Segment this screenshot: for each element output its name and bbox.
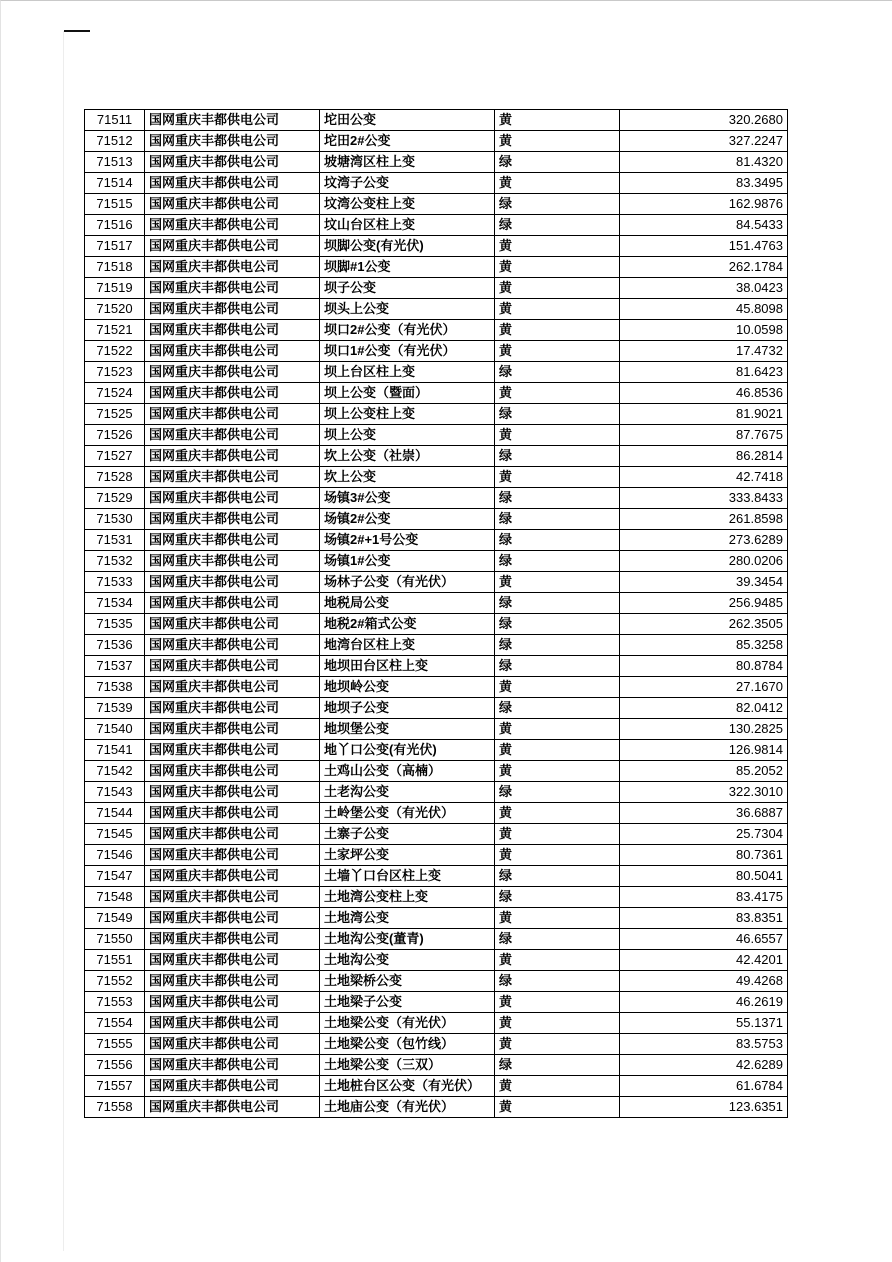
cell-name: 土墙丫口台区柱上变	[320, 866, 495, 887]
cell-value: 123.6351	[620, 1097, 788, 1118]
table-row	[85, 719, 788, 740]
cell-name: 坝脚#1公变	[320, 257, 495, 278]
cell-id: 71540	[85, 719, 145, 740]
cell-name: 土地梁公变（包竹线）	[320, 1034, 495, 1055]
cell-id: 71553	[85, 992, 145, 1013]
cell-id: 71523	[85, 362, 145, 383]
cell-name: 土地梁子公变	[320, 992, 495, 1013]
cell-value: 10.0598	[620, 320, 788, 341]
cell-id: 71552	[85, 971, 145, 992]
cell-name: 土老沟公变	[320, 782, 495, 803]
cell-color: 黄	[495, 278, 620, 299]
cell-name: 坝头上公变	[320, 299, 495, 320]
table-row	[85, 173, 788, 194]
cell-color: 黄	[495, 467, 620, 488]
cell-value: 256.9485	[620, 593, 788, 614]
cell-value: 86.2814	[620, 446, 788, 467]
cell-value: 162.9876	[620, 194, 788, 215]
table-row	[85, 152, 788, 173]
cell-company: 国网重庆丰都供电公司	[145, 488, 320, 509]
cell-id: 71517	[85, 236, 145, 257]
cell-name: 坝上台区柱上变	[320, 362, 495, 383]
table-row	[85, 551, 788, 572]
cell-color: 绿	[495, 593, 620, 614]
cell-id: 71530	[85, 509, 145, 530]
cell-company: 国网重庆丰都供电公司	[145, 341, 320, 362]
cell-id: 71513	[85, 152, 145, 173]
cell-id: 71547	[85, 866, 145, 887]
cell-name: 场镇3#公变	[320, 488, 495, 509]
cell-company: 国网重庆丰都供电公司	[145, 824, 320, 845]
cell-color: 绿	[495, 215, 620, 236]
cell-color: 绿	[495, 446, 620, 467]
cell-color: 绿	[495, 1055, 620, 1076]
cell-name: 坎上公变	[320, 467, 495, 488]
cell-company: 国网重庆丰都供电公司	[145, 803, 320, 824]
cell-value: 130.2825	[620, 719, 788, 740]
cell-id: 71520	[85, 299, 145, 320]
cell-name: 坨田2#公变	[320, 131, 495, 152]
cell-id: 71531	[85, 530, 145, 551]
table-row	[85, 299, 788, 320]
cell-name: 土鸡山公变（高楠）	[320, 761, 495, 782]
cell-id: 71542	[85, 761, 145, 782]
cell-name: 坝口2#公变（有光伏）	[320, 320, 495, 341]
cell-color: 黄	[495, 425, 620, 446]
cell-company: 国网重庆丰都供电公司	[145, 1055, 320, 1076]
cell-color: 黄	[495, 383, 620, 404]
cell-color: 绿	[495, 866, 620, 887]
cell-value: 85.2052	[620, 761, 788, 782]
cell-name: 地坝岭公变	[320, 677, 495, 698]
table-row	[85, 509, 788, 530]
cell-company: 国网重庆丰都供电公司	[145, 1076, 320, 1097]
cell-color: 黄	[495, 950, 620, 971]
table-row	[85, 992, 788, 1013]
cell-value: 17.4732	[620, 341, 788, 362]
cell-value: 46.8536	[620, 383, 788, 404]
cell-value: 46.2619	[620, 992, 788, 1013]
cell-color: 绿	[495, 152, 620, 173]
cell-id: 71544	[85, 803, 145, 824]
cell-company: 国网重庆丰都供电公司	[145, 110, 320, 131]
cell-name: 土寨子公变	[320, 824, 495, 845]
cell-company: 国网重庆丰都供电公司	[145, 551, 320, 572]
cell-company: 国网重庆丰都供电公司	[145, 152, 320, 173]
cell-company: 国网重庆丰都供电公司	[145, 1097, 320, 1118]
cell-company: 国网重庆丰都供电公司	[145, 635, 320, 656]
cell-name: 坡塘湾区柱上变	[320, 152, 495, 173]
cell-name: 土地桩台区公变（有光伏）	[320, 1076, 495, 1097]
cell-value: 27.1670	[620, 677, 788, 698]
cell-name: 地税2#箱式公变	[320, 614, 495, 635]
cell-id: 71522	[85, 341, 145, 362]
cell-color: 黄	[495, 992, 620, 1013]
table-row	[85, 677, 788, 698]
cell-value: 36.6887	[620, 803, 788, 824]
cell-id: 71550	[85, 929, 145, 950]
transformer-table	[84, 109, 788, 1118]
cell-color: 黄	[495, 110, 620, 131]
cell-id: 71525	[85, 404, 145, 425]
cell-name: 地湾台区柱上变	[320, 635, 495, 656]
cell-color: 黄	[495, 1034, 620, 1055]
cell-name: 地坝堡公变	[320, 719, 495, 740]
cell-color: 黄	[495, 257, 620, 278]
table-row	[85, 278, 788, 299]
cell-value: 333.8433	[620, 488, 788, 509]
cell-company: 国网重庆丰都供电公司	[145, 131, 320, 152]
cell-company: 国网重庆丰都供电公司	[145, 215, 320, 236]
cell-id: 71516	[85, 215, 145, 236]
cell-name: 坟湾公变柱上变	[320, 194, 495, 215]
cell-id: 71534	[85, 593, 145, 614]
cell-company: 国网重庆丰都供电公司	[145, 299, 320, 320]
cell-color: 绿	[495, 362, 620, 383]
cell-value: 55.1371	[620, 1013, 788, 1034]
cell-value: 273.6289	[620, 530, 788, 551]
cell-name: 地坝子公变	[320, 698, 495, 719]
cell-name: 土地沟公变	[320, 950, 495, 971]
table-row	[85, 572, 788, 593]
page-break-dash	[64, 30, 90, 32]
cell-name: 场镇2#公变	[320, 509, 495, 530]
table-row	[85, 467, 788, 488]
cell-value: 42.4201	[620, 950, 788, 971]
table-row	[85, 341, 788, 362]
cell-company: 国网重庆丰都供电公司	[145, 992, 320, 1013]
cell-value: 84.5433	[620, 215, 788, 236]
cell-id: 71535	[85, 614, 145, 635]
cell-company: 国网重庆丰都供电公司	[145, 509, 320, 530]
cell-value: 261.8598	[620, 509, 788, 530]
cell-id: 71532	[85, 551, 145, 572]
cell-name: 坝口1#公变（有光伏）	[320, 341, 495, 362]
cell-name: 坝上公变（暨面）	[320, 383, 495, 404]
cell-name: 土岭堡公变（有光伏）	[320, 803, 495, 824]
print-margin-guide	[63, 31, 64, 1251]
table-row	[85, 110, 788, 131]
cell-id: 71557	[85, 1076, 145, 1097]
table-row	[85, 824, 788, 845]
cell-color: 绿	[495, 929, 620, 950]
cell-color: 黄	[495, 1013, 620, 1034]
cell-color: 绿	[495, 656, 620, 677]
cell-name: 地丫口公变(有光伏)	[320, 740, 495, 761]
cell-name: 场林子公变（有光伏）	[320, 572, 495, 593]
table-row	[85, 1034, 788, 1055]
table-row	[85, 446, 788, 467]
cell-company: 国网重庆丰都供电公司	[145, 362, 320, 383]
cell-value: 25.7304	[620, 824, 788, 845]
cell-value: 322.3010	[620, 782, 788, 803]
cell-color: 黄	[495, 719, 620, 740]
cell-company: 国网重庆丰都供电公司	[145, 887, 320, 908]
cell-company: 国网重庆丰都供电公司	[145, 467, 320, 488]
table-row	[85, 593, 788, 614]
cell-company: 国网重庆丰都供电公司	[145, 278, 320, 299]
cell-color: 绿	[495, 530, 620, 551]
cell-id: 71519	[85, 278, 145, 299]
cell-company: 国网重庆丰都供电公司	[145, 908, 320, 929]
table-row	[85, 1013, 788, 1034]
cell-company: 国网重庆丰都供电公司	[145, 446, 320, 467]
cell-id: 71548	[85, 887, 145, 908]
table-row	[85, 257, 788, 278]
cell-id: 71526	[85, 425, 145, 446]
cell-value: 80.5041	[620, 866, 788, 887]
cell-company: 国网重庆丰都供电公司	[145, 383, 320, 404]
cell-id: 71511	[85, 110, 145, 131]
cell-id: 71524	[85, 383, 145, 404]
cell-color: 绿	[495, 971, 620, 992]
cell-value: 81.4320	[620, 152, 788, 173]
table-row	[85, 740, 788, 761]
table-row	[85, 698, 788, 719]
cell-color: 黄	[495, 845, 620, 866]
cell-value: 87.7675	[620, 425, 788, 446]
cell-color: 黄	[495, 824, 620, 845]
cell-color: 黄	[495, 1076, 620, 1097]
cell-id: 71529	[85, 488, 145, 509]
cell-id: 71512	[85, 131, 145, 152]
cell-name: 土家坪公变	[320, 845, 495, 866]
cell-color: 绿	[495, 488, 620, 509]
table-row	[85, 404, 788, 425]
cell-company: 国网重庆丰都供电公司	[145, 677, 320, 698]
cell-name: 坝上公变	[320, 425, 495, 446]
cell-name: 土地梁公变（三双）	[320, 1055, 495, 1076]
cell-id: 71556	[85, 1055, 145, 1076]
cell-id: 71551	[85, 950, 145, 971]
cell-color: 黄	[495, 908, 620, 929]
cell-value: 82.0412	[620, 698, 788, 719]
cell-color: 黄	[495, 572, 620, 593]
cell-id: 71521	[85, 320, 145, 341]
cell-id: 71538	[85, 677, 145, 698]
table-row	[85, 971, 788, 992]
cell-value: 38.0423	[620, 278, 788, 299]
cell-color: 绿	[495, 509, 620, 530]
cell-id: 71555	[85, 1034, 145, 1055]
cell-color: 黄	[495, 341, 620, 362]
cell-value: 80.8784	[620, 656, 788, 677]
cell-color: 绿	[495, 635, 620, 656]
cell-company: 国网重庆丰都供电公司	[145, 929, 320, 950]
cell-company: 国网重庆丰都供电公司	[145, 782, 320, 803]
table-row	[85, 215, 788, 236]
cell-value: 85.3258	[620, 635, 788, 656]
cell-company: 国网重庆丰都供电公司	[145, 971, 320, 992]
cell-company: 国网重庆丰都供电公司	[145, 257, 320, 278]
cell-name: 地坝田台区柱上变	[320, 656, 495, 677]
table-row	[85, 782, 788, 803]
cell-id: 71515	[85, 194, 145, 215]
cell-value: 80.7361	[620, 845, 788, 866]
cell-id: 71546	[85, 845, 145, 866]
table-row	[85, 845, 788, 866]
cell-name: 坟山台区柱上变	[320, 215, 495, 236]
cell-id: 71536	[85, 635, 145, 656]
table-row	[85, 950, 788, 971]
cell-name: 场镇2#+1号公变	[320, 530, 495, 551]
cell-color: 黄	[495, 173, 620, 194]
table-row	[85, 425, 788, 446]
cell-company: 国网重庆丰都供电公司	[145, 719, 320, 740]
table-row	[85, 320, 788, 341]
cell-name: 土地梁桥公变	[320, 971, 495, 992]
table-body	[85, 110, 788, 1118]
cell-name: 土地湾公变柱上变	[320, 887, 495, 908]
cell-color: 黄	[495, 320, 620, 341]
table-row	[85, 236, 788, 257]
table-row	[85, 635, 788, 656]
cell-company: 国网重庆丰都供电公司	[145, 845, 320, 866]
cell-id: 71527	[85, 446, 145, 467]
cell-company: 国网重庆丰都供电公司	[145, 572, 320, 593]
cell-value: 262.3505	[620, 614, 788, 635]
cell-color: 绿	[495, 887, 620, 908]
cell-value: 151.4763	[620, 236, 788, 257]
cell-value: 83.8351	[620, 908, 788, 929]
cell-company: 国网重庆丰都供电公司	[145, 530, 320, 551]
table-row	[85, 803, 788, 824]
cell-name: 坝子公变	[320, 278, 495, 299]
table-row	[85, 1076, 788, 1097]
table-row	[85, 1097, 788, 1118]
cell-company: 国网重庆丰都供电公司	[145, 425, 320, 446]
cell-color: 绿	[495, 614, 620, 635]
cell-id: 71543	[85, 782, 145, 803]
cell-color: 绿	[495, 782, 620, 803]
cell-company: 国网重庆丰都供电公司	[145, 173, 320, 194]
cell-value: 83.5753	[620, 1034, 788, 1055]
cell-color: 绿	[495, 698, 620, 719]
cell-color: 绿	[495, 404, 620, 425]
cell-company: 国网重庆丰都供电公司	[145, 866, 320, 887]
table-row	[85, 908, 788, 929]
cell-value: 61.6784	[620, 1076, 788, 1097]
cell-value: 39.3454	[620, 572, 788, 593]
cell-id: 71541	[85, 740, 145, 761]
cell-color: 绿	[495, 551, 620, 572]
cell-value: 280.0206	[620, 551, 788, 572]
table-row	[85, 488, 788, 509]
cell-company: 国网重庆丰都供电公司	[145, 404, 320, 425]
cell-value: 126.9814	[620, 740, 788, 761]
table-row	[85, 530, 788, 551]
cell-color: 黄	[495, 740, 620, 761]
cell-id: 71533	[85, 572, 145, 593]
cell-color: 黄	[495, 299, 620, 320]
cell-id: 71539	[85, 698, 145, 719]
cell-company: 国网重庆丰都供电公司	[145, 614, 320, 635]
cell-id: 71549	[85, 908, 145, 929]
cell-color: 黄	[495, 761, 620, 782]
cell-name: 土地庙公变（有光伏）	[320, 1097, 495, 1118]
cell-name: 土地湾公变	[320, 908, 495, 929]
cell-company: 国网重庆丰都供电公司	[145, 950, 320, 971]
cell-id: 71537	[85, 656, 145, 677]
cell-value: 45.8098	[620, 299, 788, 320]
cell-color: 黄	[495, 803, 620, 824]
cell-name: 土地沟公变(董青)	[320, 929, 495, 950]
cell-name: 坝脚公变(有光伏)	[320, 236, 495, 257]
cell-name: 场镇1#公变	[320, 551, 495, 572]
cell-value: 42.6289	[620, 1055, 788, 1076]
cell-color: 黄	[495, 236, 620, 257]
table-row	[85, 656, 788, 677]
cell-name: 地税局公变	[320, 593, 495, 614]
cell-name: 坎上公变（社崇）	[320, 446, 495, 467]
cell-company: 国网重庆丰都供电公司	[145, 1013, 320, 1034]
table-row	[85, 362, 788, 383]
cell-value: 81.9021	[620, 404, 788, 425]
table-row	[85, 614, 788, 635]
table-row	[85, 131, 788, 152]
cell-color: 黄	[495, 131, 620, 152]
cell-value: 327.2247	[620, 131, 788, 152]
cell-color: 黄	[495, 1097, 620, 1118]
cell-name: 坟湾子公变	[320, 173, 495, 194]
table-row	[85, 194, 788, 215]
cell-company: 国网重庆丰都供电公司	[145, 320, 320, 341]
table-row	[85, 761, 788, 782]
cell-company: 国网重庆丰都供电公司	[145, 194, 320, 215]
cell-company: 国网重庆丰都供电公司	[145, 593, 320, 614]
cell-id: 71514	[85, 173, 145, 194]
cell-value: 83.3495	[620, 173, 788, 194]
cell-id: 71554	[85, 1013, 145, 1034]
table-row	[85, 887, 788, 908]
table-row	[85, 1055, 788, 1076]
cell-company: 国网重庆丰都供电公司	[145, 1034, 320, 1055]
cell-name: 坨田公变	[320, 110, 495, 131]
cell-value: 81.6423	[620, 362, 788, 383]
cell-id: 71518	[85, 257, 145, 278]
cell-value: 320.2680	[620, 110, 788, 131]
table-row	[85, 383, 788, 404]
cell-id: 71558	[85, 1097, 145, 1118]
cell-color: 绿	[495, 194, 620, 215]
table-row	[85, 929, 788, 950]
cell-name: 坝上公变柱上变	[320, 404, 495, 425]
cell-id: 71528	[85, 467, 145, 488]
cell-company: 国网重庆丰都供电公司	[145, 656, 320, 677]
cell-company: 国网重庆丰都供电公司	[145, 236, 320, 257]
cell-value: 42.7418	[620, 467, 788, 488]
cell-value: 49.4268	[620, 971, 788, 992]
cell-value: 83.4175	[620, 887, 788, 908]
cell-company: 国网重庆丰都供电公司	[145, 761, 320, 782]
cell-company: 国网重庆丰都供电公司	[145, 698, 320, 719]
cell-name: 土地梁公变（有光伏）	[320, 1013, 495, 1034]
cell-id: 71545	[85, 824, 145, 845]
cell-value: 262.1784	[620, 257, 788, 278]
table-row	[85, 866, 788, 887]
cell-value: 46.6557	[620, 929, 788, 950]
cell-color: 黄	[495, 677, 620, 698]
cell-company: 国网重庆丰都供电公司	[145, 740, 320, 761]
